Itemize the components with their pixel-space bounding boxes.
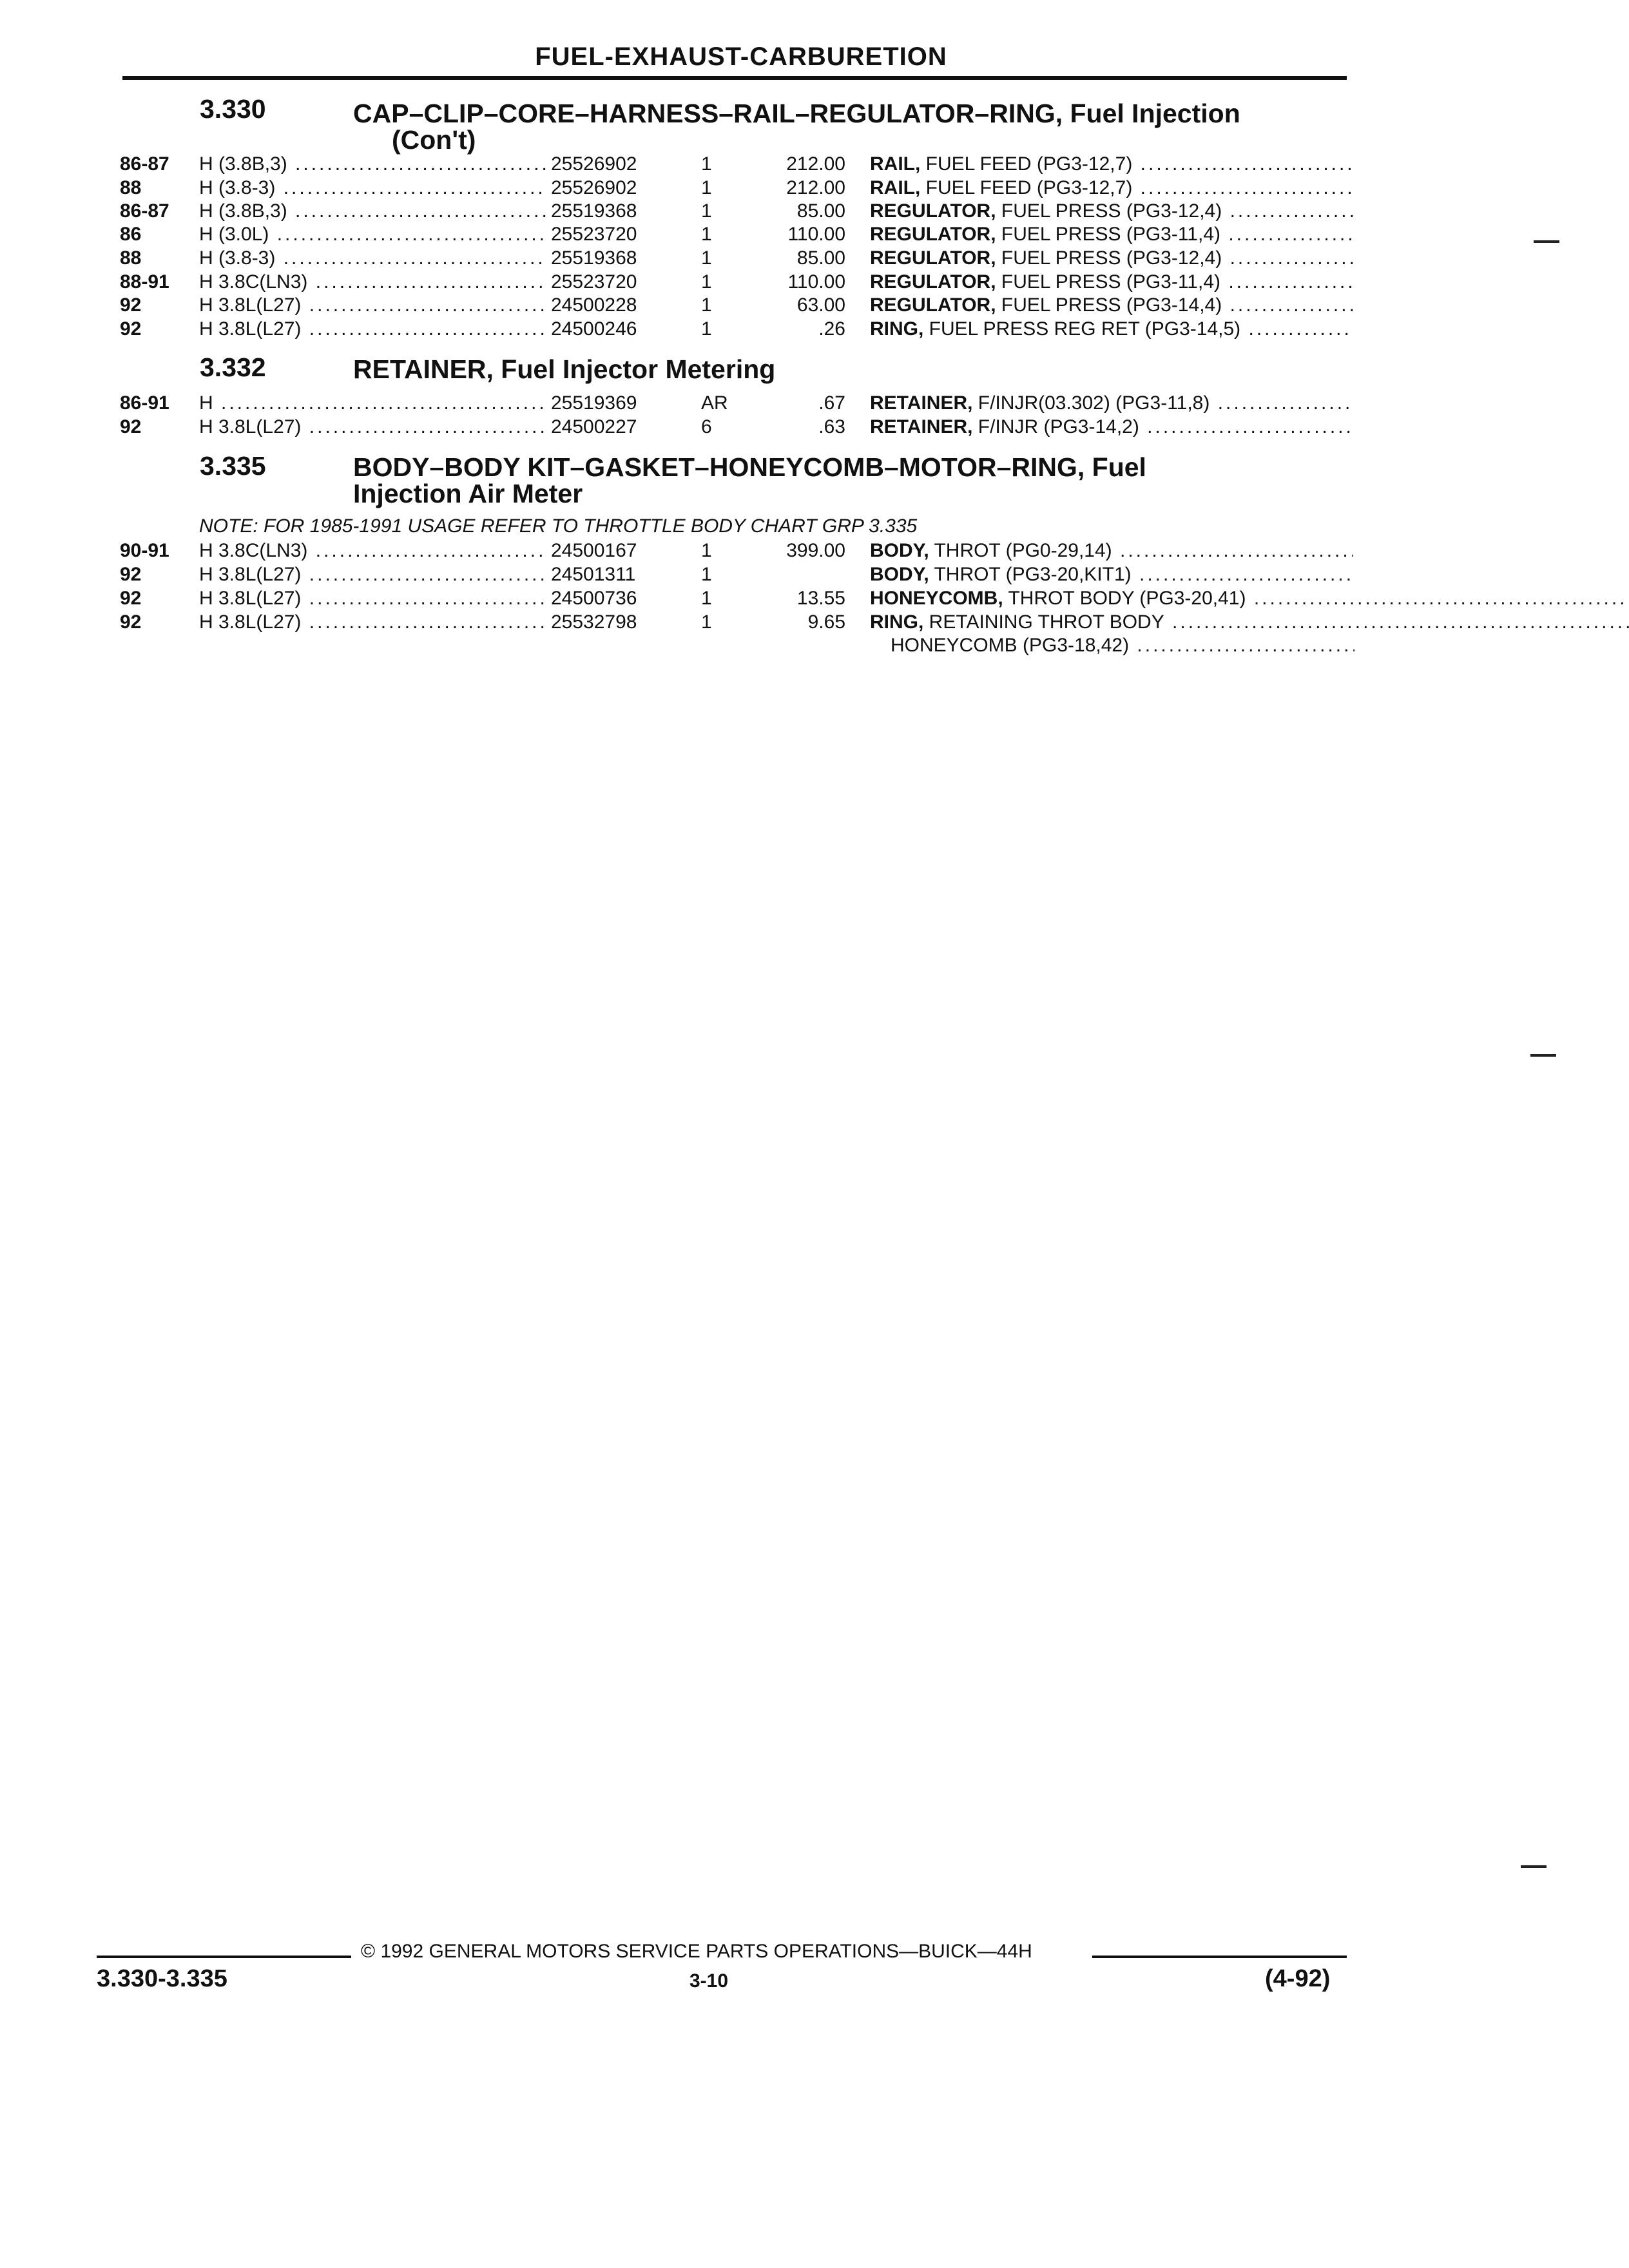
part-number: 25519368 <box>551 247 686 269</box>
table-row <box>0 588 1629 611</box>
model-year: 86-87 <box>120 200 169 222</box>
quantity: 1 <box>701 611 712 633</box>
model-year: 86-87 <box>120 153 169 175</box>
quantity: 1 <box>701 224 712 245</box>
part-number: 25526902 <box>551 153 686 175</box>
part-description: RING, RETAINING THROT BODY ..... <box>870 611 1353 633</box>
part-description: RETAINER, F/INJR (PG3-14,2) ..... <box>870 416 1353 438</box>
part-number: 24500167 <box>551 540 686 562</box>
part-description: REGULATOR, FUEL PRESS (PG3-12,4) ..... <box>870 200 1353 222</box>
price: 85.00 <box>796 200 845 222</box>
quantity: AR <box>701 392 728 414</box>
model-year: 92 <box>120 294 142 316</box>
engine-code: H 3.8L(L27) ..... <box>199 564 547 586</box>
engine-code: H 3.8C(LN3) ..... <box>199 271 547 293</box>
model-year: 92 <box>120 416 142 437</box>
footer-rule-right <box>1092 1956 1347 1958</box>
part-description: REGULATOR, FUEL PRESS (PG3-14,4) ..... <box>870 294 1353 316</box>
model-year: 92 <box>120 588 142 609</box>
engine-code: H (3.8B,3) ..... <box>199 153 547 175</box>
engine-code: H (3.8B,3) ..... <box>199 200 547 222</box>
footer-rule-left <box>97 1956 351 1958</box>
section-title-text: BODY–BODY KIT–GASKET–HONEYCOMB–MOTOR–RING, Fuel <box>353 452 1146 482</box>
quantity: 1 <box>701 200 712 222</box>
engine-code: H (3.8-3) ..... <box>199 247 547 269</box>
footer-section-range: 3.330-3.335 <box>97 1965 227 1992</box>
table-row-continuation <box>0 635 1629 658</box>
model-year: 88-91 <box>120 271 169 293</box>
price: 63.00 <box>796 294 845 316</box>
engine-code: H 3.8C(LN3) ..... <box>199 540 547 562</box>
section-title-text: RETAINER, Fuel Injector Metering <box>353 354 776 384</box>
quantity: 1 <box>701 588 712 609</box>
model-year: 92 <box>120 611 142 633</box>
table-row <box>0 392 1629 416</box>
part-description: RAIL, FUEL FEED (PG3-12,7) ..... <box>870 153 1353 175</box>
table-row <box>0 224 1629 247</box>
footer-copyright: © 1992 GENERAL MOTORS SERVICE PARTS OPERATIONS—BUICK—44H <box>361 1941 1032 1962</box>
quantity: 1 <box>701 540 712 561</box>
part-number: 25523720 <box>551 224 686 245</box>
price: .26 <box>818 318 845 340</box>
section-title <box>353 101 1358 153</box>
table-row <box>0 177 1629 200</box>
footer-revision-date: (4-92) <box>1265 1965 1331 1992</box>
part-number: 25519368 <box>551 200 686 222</box>
price: 85.00 <box>796 247 845 269</box>
part-description: REGULATOR, FUEL PRESS (PG3-11,4) ..... <box>870 224 1353 245</box>
quantity: 1 <box>701 294 712 316</box>
part-number: 25523720 <box>551 271 686 293</box>
section-title-text: CAP–CLIP–CORE–HARNESS–RAIL–REGULATOR–RING, Fuel Injection <box>353 99 1240 128</box>
table-row <box>0 540 1629 563</box>
quantity: 1 <box>701 177 712 198</box>
quantity: 1 <box>701 247 712 269</box>
part-description: BODY, THROT (PG3-20,KIT1) ..... <box>870 564 1353 586</box>
engine-code: H 3.8L(L27) ..... <box>199 611 547 633</box>
part-number: 25532798 <box>551 611 686 633</box>
section-number: 3.332 <box>200 352 266 382</box>
part-number: 24500228 <box>551 294 686 316</box>
engine-code: H 3.8L(L27) ..... <box>199 416 547 438</box>
header-rule <box>122 76 1347 80</box>
part-description: HONEYCOMB, THROT BODY (PG3-20,41) ..... <box>870 588 1353 610</box>
quantity: 1 <box>701 271 712 293</box>
page-header-title: FUEL-EXHAUST-CARBURETION <box>535 43 947 71</box>
engine-code: H 3.8L(L27) ..... <box>199 588 547 610</box>
section-note: NOTE: FOR 1985-1991 USAGE REFER TO THROTTLE BODY CHART GRP 3.335 <box>199 515 918 537</box>
part-number: 24500246 <box>551 318 686 340</box>
table-row <box>0 271 1629 294</box>
part-description-continuation: HONEYCOMB (PG3-18,42) ..... <box>891 635 1354 657</box>
section-subtitle: (Con't) <box>392 125 476 155</box>
price: 110.00 <box>787 271 845 293</box>
engine-code: H (3.8-3) ..... <box>199 177 547 199</box>
section-title <box>353 454 1358 507</box>
table-row <box>0 200 1629 224</box>
engine-code: H 3.8L(L27) ..... <box>199 294 547 316</box>
engine-code: H ..... <box>199 392 547 414</box>
price: 212.00 <box>786 153 845 175</box>
part-description: RING, FUEL PRESS REG RET (PG3-14,5) ..... <box>870 318 1353 340</box>
model-year: 88 <box>120 177 142 198</box>
price: 13.55 <box>796 588 845 609</box>
model-year: 86-91 <box>120 392 169 414</box>
quantity: 1 <box>701 318 712 340</box>
model-year: 92 <box>120 318 142 340</box>
price: 399.00 <box>786 540 845 561</box>
part-number: 25519369 <box>551 392 686 414</box>
model-year: 86 <box>120 224 142 245</box>
table-row <box>0 318 1629 341</box>
part-description: RETAINER, F/INJR(03.302) (PG3-11,8) ..... <box>870 392 1353 414</box>
part-description: BODY, THROT (PG0-29,14) ..... <box>870 540 1353 562</box>
margin-mark <box>1530 1054 1556 1057</box>
table-row <box>0 564 1629 587</box>
part-number: 24500227 <box>551 416 686 438</box>
table-row <box>0 294 1629 318</box>
price: .63 <box>818 416 845 437</box>
price: 110.00 <box>787 224 845 245</box>
engine-code: H 3.8L(L27) ..... <box>199 318 547 340</box>
model-year: 90-91 <box>120 540 169 561</box>
quantity: 6 <box>701 416 712 437</box>
engine-code: H (3.0L) ..... <box>199 224 547 245</box>
table-row <box>0 416 1629 439</box>
price: 9.65 <box>807 611 845 633</box>
section-number: 3.330 <box>200 94 266 124</box>
part-number: 24501311 <box>551 564 686 586</box>
margin-mark <box>1534 240 1559 243</box>
section-subtitle: Injection Air Meter <box>353 479 583 508</box>
table-row <box>0 247 1629 271</box>
model-year: 88 <box>120 247 142 269</box>
part-number: 24500736 <box>551 588 686 610</box>
price: .67 <box>818 392 845 414</box>
table-row <box>0 153 1629 177</box>
table-row <box>0 611 1629 635</box>
part-description: REGULATOR, FUEL PRESS (PG3-11,4) ..... <box>870 271 1353 293</box>
model-year: 92 <box>120 564 142 585</box>
section-title <box>353 356 1358 383</box>
footer-page-number: 3-10 <box>689 1970 729 1992</box>
quantity: 1 <box>701 564 712 585</box>
quantity: 1 <box>701 153 712 175</box>
margin-mark <box>1521 1865 1547 1868</box>
part-description: REGULATOR, FUEL PRESS (PG3-12,4) ..... <box>870 247 1353 269</box>
section-number: 3.335 <box>200 451 266 481</box>
part-number: 25526902 <box>551 177 686 199</box>
price: 212.00 <box>786 177 845 198</box>
part-description: RAIL, FUEL FEED (PG3-12,7) ..... <box>870 177 1353 199</box>
